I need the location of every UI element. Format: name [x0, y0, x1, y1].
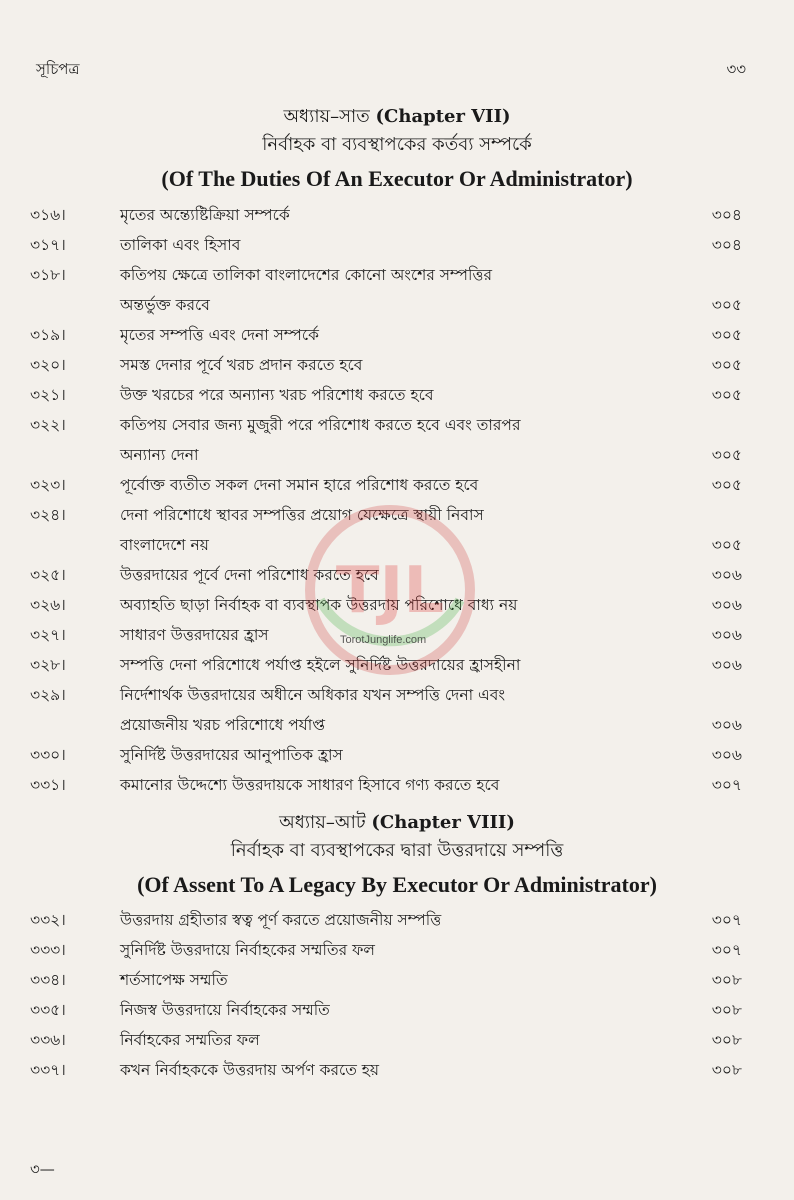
toc-entry-text: [120, 470, 687, 500]
toc-entry-line: মৃতের সম্পত্তি এবং দেনা সম্পর্কে: [120, 326, 319, 344]
toc-entry: [30, 1055, 742, 1085]
toc-entry-page: ৩০৫: [711, 476, 742, 494]
toc-entry-text: [120, 905, 687, 935]
chapter-7-title-bn: অধ্যায়–সাত: [283, 106, 370, 127]
toc-entry-text: [120, 965, 687, 995]
toc-entry-line-continued: অন্যান্য দেনা: [120, 446, 199, 464]
chapter-7-title: [0, 104, 794, 130]
footer-page-marker: ৩—: [30, 1160, 55, 1178]
toc-entry-number: ৩৩২।: [30, 911, 66, 929]
toc-entry-line: দেনা পরিশোধে স্থাবর সম্পত্তির প্রয়োগ যেক্ষেত্রে স্থায়ী নিবাস: [120, 506, 484, 524]
toc-entry-number: ৩৩৪।: [30, 971, 66, 989]
toc-entry: [30, 905, 742, 935]
toc-entry-number: ৩৩৩।: [30, 941, 66, 959]
toc-entry-number: ৩২৮।: [30, 656, 66, 674]
toc-entry-page: ৩০৬: [711, 716, 742, 734]
toc-entry-number: ৩১৯।: [30, 326, 66, 344]
toc-entry-text: [120, 680, 687, 740]
toc-entry-number: ৩৩০।: [30, 746, 66, 764]
toc-entry-page: ৩০৬: [711, 566, 742, 584]
toc-entry-line: পূর্বোক্ত ব্যতীত সকল দেনা সমান হারে পরিশোধ করতে হবে: [120, 476, 479, 494]
toc-entry-number: ৩৩৭।: [30, 1061, 66, 1079]
toc-entry-page: ৩০৮: [711, 1031, 742, 1049]
toc-entry-page: ৩০৮: [711, 1061, 742, 1079]
toc-entry-number: ৩১৭।: [30, 236, 66, 254]
toc-entry-number: ৩২৯।: [30, 686, 66, 704]
toc-entry-line: নির্দেশার্থক উত্তরদায়ের অধীনে অধিকার যখন সম্পত্তি দেনা এবং: [120, 686, 506, 704]
toc-entry-page: ৩০৫: [711, 296, 742, 314]
toc-entry-line: কমানোর উদ্দেশ্যে উত্তরদায়কে সাধারণ হিসাবে গণ্য করতে হবে: [120, 776, 500, 794]
toc-entry-line-continued: প্রয়োজনীয় খরচ পরিশোধে পর্যাপ্ত: [120, 716, 325, 734]
toc-entry: [30, 995, 742, 1025]
toc-entry: [30, 770, 742, 800]
chapter-7-title-en: (Chapter VII): [375, 106, 511, 127]
toc-entry-text: [120, 350, 687, 380]
toc-entry: [30, 965, 742, 995]
toc-entry-number: ৩৩৫।: [30, 1001, 66, 1019]
toc-entry-number: ৩২১।: [30, 386, 66, 404]
running-head: [36, 58, 746, 83]
toc-entry-page: ৩০৭: [711, 911, 742, 929]
toc-entry-number: ৩১৬।: [30, 206, 66, 224]
toc-entry-number: ৩১৮।: [30, 266, 66, 284]
toc-entry: [30, 200, 742, 230]
toc-entry-page: ৩০৫: [711, 326, 742, 344]
toc-entry: [30, 680, 742, 740]
toc-entry-page: ৩০৭: [711, 776, 742, 794]
toc-entry-number: ৩২০।: [30, 356, 66, 374]
chapter-8-title: [0, 810, 794, 836]
toc-entry-number: ৩২২।: [30, 416, 66, 434]
toc-entry: [30, 260, 742, 320]
toc-entry-line: সাধারণ উত্তরদায়ের হ্রাস: [120, 626, 269, 644]
toc-entry-line: কখন নির্বাহককে উত্তরদায় অর্পণ করতে হয়: [120, 1061, 380, 1079]
toc-entry-number: ৩২৪।: [30, 506, 66, 524]
toc-entry: [30, 740, 742, 770]
toc-entry-number: ৩২৫।: [30, 566, 66, 584]
toc-entry-page: ৩০৪: [711, 206, 742, 224]
toc-entry-number: ৩৩৬।: [30, 1031, 66, 1049]
toc-entry-page: ৩০৫: [711, 446, 742, 464]
toc-entry: [30, 230, 742, 260]
toc-entry-line: মৃতের অন্ত্যেষ্টিক্রিয়া সম্পর্কে: [120, 206, 290, 224]
toc-entry: [30, 410, 742, 470]
toc-entry-text: [120, 380, 687, 410]
toc-entry: [30, 1025, 742, 1055]
chapter-8-title-bn: অধ্যায়–আট: [279, 812, 366, 833]
toc-entry: [30, 935, 742, 965]
toc-entry-text: [120, 770, 687, 800]
toc-entry-text: [120, 740, 687, 770]
toc-entry-line: উত্তরদায় গ্রহীতার স্বত্ব পূর্ণ করতে প্রয়োজনীয় সম্পত্তি: [120, 911, 442, 929]
toc-entry-number: ৩৩১।: [30, 776, 66, 794]
toc-entry-text: [120, 200, 687, 230]
chapter-8-heading: [0, 810, 794, 900]
page-number: ৩৩: [726, 60, 746, 78]
svg-text:TJL: TJL: [335, 554, 445, 628]
toc-entry-text: [120, 1055, 687, 1085]
chapter-7-heading: [0, 104, 794, 194]
toc-entry-line: সমস্ত দেনার পূর্বে খরচ প্রদান করতে হবে: [120, 356, 363, 374]
chapter-8-title-en: (Chapter VIII): [371, 812, 515, 833]
toc-entry-number: ৩২৩।: [30, 476, 66, 494]
toc-entry-number: ৩২৬।: [30, 596, 66, 614]
toc-entry-line: শর্তসাপেক্ষ সম্মতি: [120, 971, 228, 989]
toc-entry: [30, 470, 742, 500]
toc-entry-page: ৩০৫: [711, 386, 742, 404]
toc-entry-line: কতিপয় ক্ষেত্রে তালিকা বাংলাদেশের কোনো অংশের সম্পত্তির: [120, 266, 493, 284]
toc-entry-text: [120, 230, 687, 260]
toc-entry-text: [120, 320, 687, 350]
toc-entry-line: নির্বাহকের সম্মতির ফল: [120, 1031, 260, 1049]
toc-entry-text: [120, 1025, 687, 1055]
toc-entry-page: ৩০৬: [711, 626, 742, 644]
toc-entry-page: ৩০৬: [711, 656, 742, 674]
chapter-7-subtitle-bn: নির্বাহক বা ব্যবস্থাপকের কর্তব্য সম্পর্কে: [262, 134, 532, 155]
toc-entry-page: ৩০৬: [711, 746, 742, 764]
toc-entry-page: ৩০৮: [711, 971, 742, 989]
toc-entry-text: [120, 260, 687, 320]
toc-entry: [30, 320, 742, 350]
toc-entry-page: ৩০৪: [711, 236, 742, 254]
running-head-title: সূচিপত্র: [36, 60, 80, 78]
chapter-7-subtitle-en: (Of The Duties Of An Executor Or Administrator): [161, 166, 633, 191]
toc-entry-line: তালিকা এবং হিসাব: [120, 236, 241, 254]
toc-entry: [30, 350, 742, 380]
toc-entry-line: অব্যাহতি ছাড়া নির্বাহক বা ব্যবস্থাপক উত্তরদায় পরিশোধে বাধ্য নয়: [120, 596, 518, 614]
toc-entry-page: ৩০৬: [711, 596, 742, 614]
watermark-url: TorotJunglife.com: [340, 634, 427, 646]
toc-entry-line: সম্পত্তি দেনা পরিশোধে পর্যাপ্ত হইলে সুনির্দিষ্ট উত্তরদায়ের হ্রাসহীনা: [120, 656, 521, 674]
toc-entry: [30, 380, 742, 410]
toc-entry-text: [120, 410, 687, 470]
toc-entry-page: ৩০৫: [711, 356, 742, 374]
toc-entry-page: ৩০৮: [711, 1001, 742, 1019]
toc-entry-line: নিজস্ব উত্তরদায়ে নির্বাহকের সম্মতি: [120, 1001, 330, 1019]
toc-entry-line: সুনির্দিষ্ট উত্তরদায়ে নির্বাহকের সম্মতির ফল: [120, 941, 375, 959]
toc-entry-text: [120, 995, 687, 1025]
watermark-logo-icon: [300, 500, 480, 680]
toc-entry-line: উক্ত খরচের পরে অন্যান্য খরচ পরিশোধ করতে হবে: [120, 386, 434, 404]
toc-entry-line: উত্তরদায়ের পূর্বে দেনা পরিশোধ করতে হবে: [120, 566, 379, 584]
chapter-8-entries: [30, 905, 742, 1085]
toc-entry-text: [120, 935, 687, 965]
toc-entry-line: কতিপয় সেবার জন্য মুজুরী পরে পরিশোধ করতে হবে এবং তারপর: [120, 416, 521, 434]
toc-entry-line-continued: বাংলাদেশে নয়: [120, 536, 209, 554]
toc-entry-page: ৩০৫: [711, 536, 742, 554]
toc-entry-number: ৩২৭।: [30, 626, 66, 644]
chapter-8-subtitle-en: (Of Assent To A Legacy By Executor Or Administrator): [137, 872, 657, 897]
toc-entry-line: সুনির্দিষ্ট উত্তরদায়ের আনুপাতিক হ্রাস: [120, 746, 343, 764]
toc-entry-page: ৩০৭: [711, 941, 742, 959]
chapter-8-subtitle-bn: নির্বাহক বা ব্যবস্থাপকের দ্বারা উত্তরদায়ে সম্পত্তি: [230, 840, 564, 861]
toc-entry-line-continued: অন্তর্ভুক্ত করবে: [120, 296, 210, 314]
